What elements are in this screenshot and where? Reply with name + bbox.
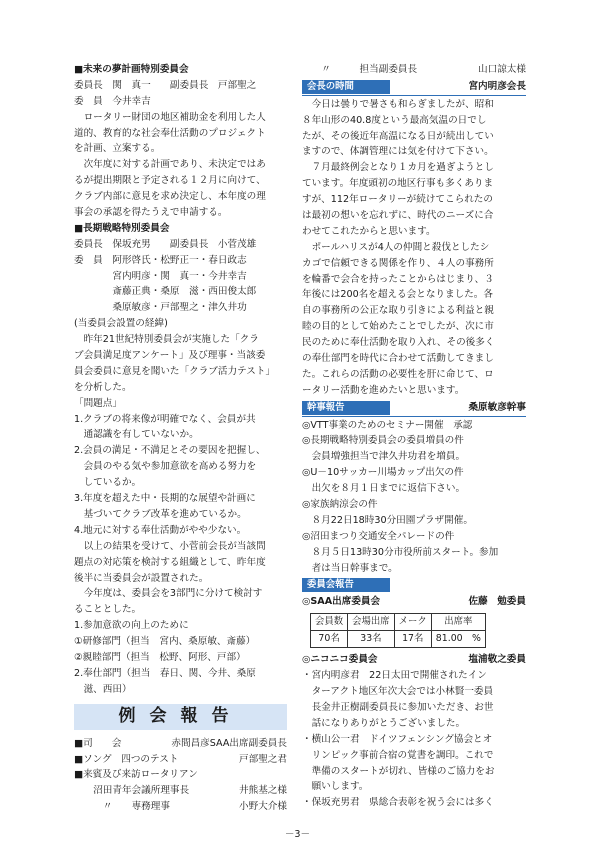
pres-line: ポールハリスが4人の仲間と殺伐としたシ [311,241,490,253]
sec-line: ８月５日13時30分市役所前スタート。参加 [302,546,499,558]
report-value: 赤間昌彦SAA出席副委員長 [171,737,287,749]
guest-name: 山口諒太様 [478,64,526,75]
smile-body [302,668,526,811]
smile-line: ・横山公一君 ドイツフェンシング協会とオ [302,733,493,745]
long-note: (当委員会設置の経緯) [74,318,168,330]
pres-line: すが、112年ロータリーが続けてこられたの [302,194,493,206]
issue-line: 4.地元に対する奉仕活動がやや少ない。 [74,524,247,536]
sec-line: ◎VTT事業のためのセミナー開催 承認 [302,419,473,431]
president-body [302,97,526,399]
pres-line: は最初の想いを忘れずに、時代のニーズに合 [302,210,494,222]
issue-line: 1.クラブの将来像が明確でなく、会員が共 [74,413,256,425]
pres-line: ８年山形の40.8度という最高気温の日でし [302,114,487,126]
pres-line: ています。年度頭初の地区行事も多くありま [302,178,494,190]
smile-line: 話になりありがとうございました。 [302,717,466,729]
future-body-line: ロータリー財団の地区補助金を利用した人 [83,111,266,123]
plan-line: 滋、西田） [74,683,132,695]
issues-body-line: ることとした。 [74,604,142,616]
smile-line: ・宮内明彦君 22日太田で開催されたイン [302,670,487,682]
issues-label: 「問題点」 [74,397,122,409]
pres-line: 睦の目的として始めたことでしたが、次に市 [302,321,494,333]
meeting-report-banner: 例会報告 [74,704,287,730]
attendance-header: 会場出席 [348,614,395,631]
pres-line: ますので、体調管理には気を付けて下さい。 [302,146,494,158]
long-members-line: 委員長 保坂充男 副委員長 小菅茂雄 [74,238,257,250]
issues-body-line: 今年度は、委員会を3部門に分けて検討す [83,588,263,600]
pres-line: 今日は曇りで暑さも和らぎましたが、昭和 [311,98,494,110]
attendance-header: 会員数 [311,614,348,631]
sec-line: ◎家族納涼会の件 [302,499,378,511]
sec-line: ◎沼田まつり交通安全パレードの件 [302,530,455,542]
smile-line: 長金井正樹副委員長に参加いただき、お世 [302,701,494,713]
future-body-line: を計画、立案する。 [74,143,161,155]
guest-row [74,799,287,815]
guest-name: 井熊基之様 [239,785,287,797]
issue-line: 通認識を有していないか。 [74,429,199,441]
future-body-line: るが提出期限と予定される１２月に向けて、 [74,175,266,187]
report-label: ■ソング 四つのテスト [74,753,179,765]
long-term-committee-title: ■長期戦略特別委員会 [74,222,170,234]
issue-line: 2.会員の満足・不満足とその要因を把握し、 [74,445,266,457]
committee-section-header [302,578,526,594]
president-section-header [302,79,526,96]
page-number: －3－ [284,829,311,840]
pres-line: 年後には200名を超える会となりました。各 [302,289,493,301]
attendance-value: 81.00 % [431,631,485,648]
long-body-line: 昨年21世紀特別委員会が実施した「クラ [83,334,259,346]
report-label: ■司 会 [74,737,122,749]
attendance-header: 出席率 [431,614,485,631]
sec-line: ◎U－10サッカー川場カップ出欠の件 [302,467,464,479]
plan-line: 1.参加意欲の向上のために [74,620,189,632]
sec-line: 会員増強担当で津久井功君を増員。 [302,451,466,463]
issue-line: 会員のやる気や参加意欲を高める努力を [74,461,257,473]
long-body-line: を分析した。 [74,381,132,393]
long-members-line: 宮内明彦・関 真一・今井幸吉 [74,270,247,282]
future-body-line: 事会の承認を得たうえで申請する。 [74,207,228,219]
future-members-line: 委 員 今井幸吉 [74,95,151,107]
section-tag: 会長の時間 [302,80,390,94]
guest-role: 〃 専務理事 [102,801,170,813]
section-tag: 委員会報告 [302,578,390,592]
sec-line: ８月22日18時30分田園プラザ開催。 [302,514,473,526]
attendance-header-row [311,614,486,631]
future-members-line: 委員長 関 真一 副委員長 戸部聖之 [74,79,257,91]
smile-line: 準備のスタートが切れ、皆様のご協力をお [302,765,495,777]
smile-reporter: 塩浦敬之委員 [468,654,526,666]
plan-line: ②親睦部門（担当 松野、阿形、戸部） [74,651,246,663]
attendance-table [310,613,486,648]
right-column [302,62,526,811]
long-body-line: ブ会員満足度アンケート」及び理事・当該委 [74,350,266,362]
report-row [74,736,287,752]
plan-line: 2.奉仕部門（担当 春日、関、今井、桑原 [74,667,256,679]
issues-body-line: 後半に当委員会が設置された。 [74,572,209,584]
smile-line: ・保坂充男君 県総合表彰を祝う会には多く [302,797,494,809]
guest-row [74,783,287,799]
secretary-section-header [302,400,526,417]
section-tag: 幹事報告 [302,401,390,415]
attendance-value-row [311,631,486,648]
future-body-line: クラブ内部に意見を求め決定し、本年度の理 [74,191,266,203]
attendance-header: メーク [394,614,431,631]
issue-line: 3.年度を超えた中・長期的な展望や計画に [74,493,256,505]
pres-line: を輪番で会合を持ったことからはじまり、３ [302,273,494,285]
saa-title: ◎SAA出席委員会 [302,596,381,608]
pres-line: わせてこれたからと思います。 [302,225,436,237]
pres-line: 自の事務所の公正な取り引きによる利益と親 [302,305,494,317]
long-members-line: 斎藤正典・桑原 滋・西田俊太郎 [74,286,257,298]
issues-body-line: 題点の対応策を検討する組織として、昨年度 [74,556,266,568]
long-members-line: 桑原敏彦・戸部聖之・津久井功 [74,302,247,314]
issues-body-line: 以上の結果を受けて、小菅前会長が当該問 [83,540,266,552]
saa-reporter: 佐藤 勉委員 [468,596,526,608]
long-members-line: 委 員 阿形啓氏・松野正一・春日政志 [74,254,247,266]
pres-line: の奉仕部門を時代に合わせて活動してきまし [302,353,494,365]
left-column [74,62,287,815]
attendance-value: 70名 [311,631,348,648]
smile-line: 願いします。 [302,781,369,793]
report-value: 戸部聖之君 [239,753,287,765]
secretary-body [302,418,526,577]
pres-line: たが、その後近年高温になる日が続出してい [302,130,494,142]
pres-line: 民のために奉仕活動を取り入れ、その後多く [302,337,495,349]
saa-committee-row [302,594,526,610]
section-speaker: 桑原敏彦幹事 [468,401,526,413]
attendance-value: 17名 [394,631,431,648]
pres-line: カゴで信頼できる関係を作り、４人の事務所 [302,257,494,269]
smile-line: ターアクト地区年次大会では小林賢一委員 [302,686,494,698]
guest-row [302,62,526,78]
guest-name: 小野大介様 [239,801,287,813]
issue-line: 基づいてクラブ改革を進めているか。 [74,508,247,520]
smile-line: リンピック事前合宿の覚書を調印。これで [302,749,494,761]
future-body-line: 次年度に対する計画であり、未決定ではあ [83,159,266,171]
future-body-line: 道的、教育的な社会奉仕活動のプロジェクト [74,127,266,139]
smile-committee-row [302,652,526,668]
issue-line: しているか。 [74,477,142,489]
guest-role: 〃 担当副委員長 [321,64,418,75]
long-body-line: 員会委員に意見を聞いた「クラブ活力テスト」 [74,365,276,377]
sec-line: ◎長期戦略特別委員会の委員増員の件 [302,435,464,447]
smile-title: ◎ニコニコ委員会 [302,654,378,666]
sec-line: 者は当日幹事まで。 [302,562,398,574]
sec-line: 出欠を８月１日までに返信下さい。 [302,483,466,495]
guests-title: ■来賓及び来訪ロータリアン [74,769,198,781]
plan-line: ①研修部門（担当 宮内、桑原敏、斎藤） [74,636,256,648]
section-speaker: 宮内明彦会長 [468,80,526,92]
attendance-value: 33名 [348,631,395,648]
guest-role: 沼田青年会議所理事長 [93,785,190,797]
pres-line: ７月最終例会となり１カ月を過ぎようとし [311,162,494,174]
pres-line: ータリー活動を進めたいと思います。 [302,384,465,396]
report-row [74,752,287,768]
future-committee-title: ■未来の夢計画特別委員会 [74,64,189,75]
pres-line: た。これらの活動の必要性を肝に命じて、ロ [302,368,494,380]
